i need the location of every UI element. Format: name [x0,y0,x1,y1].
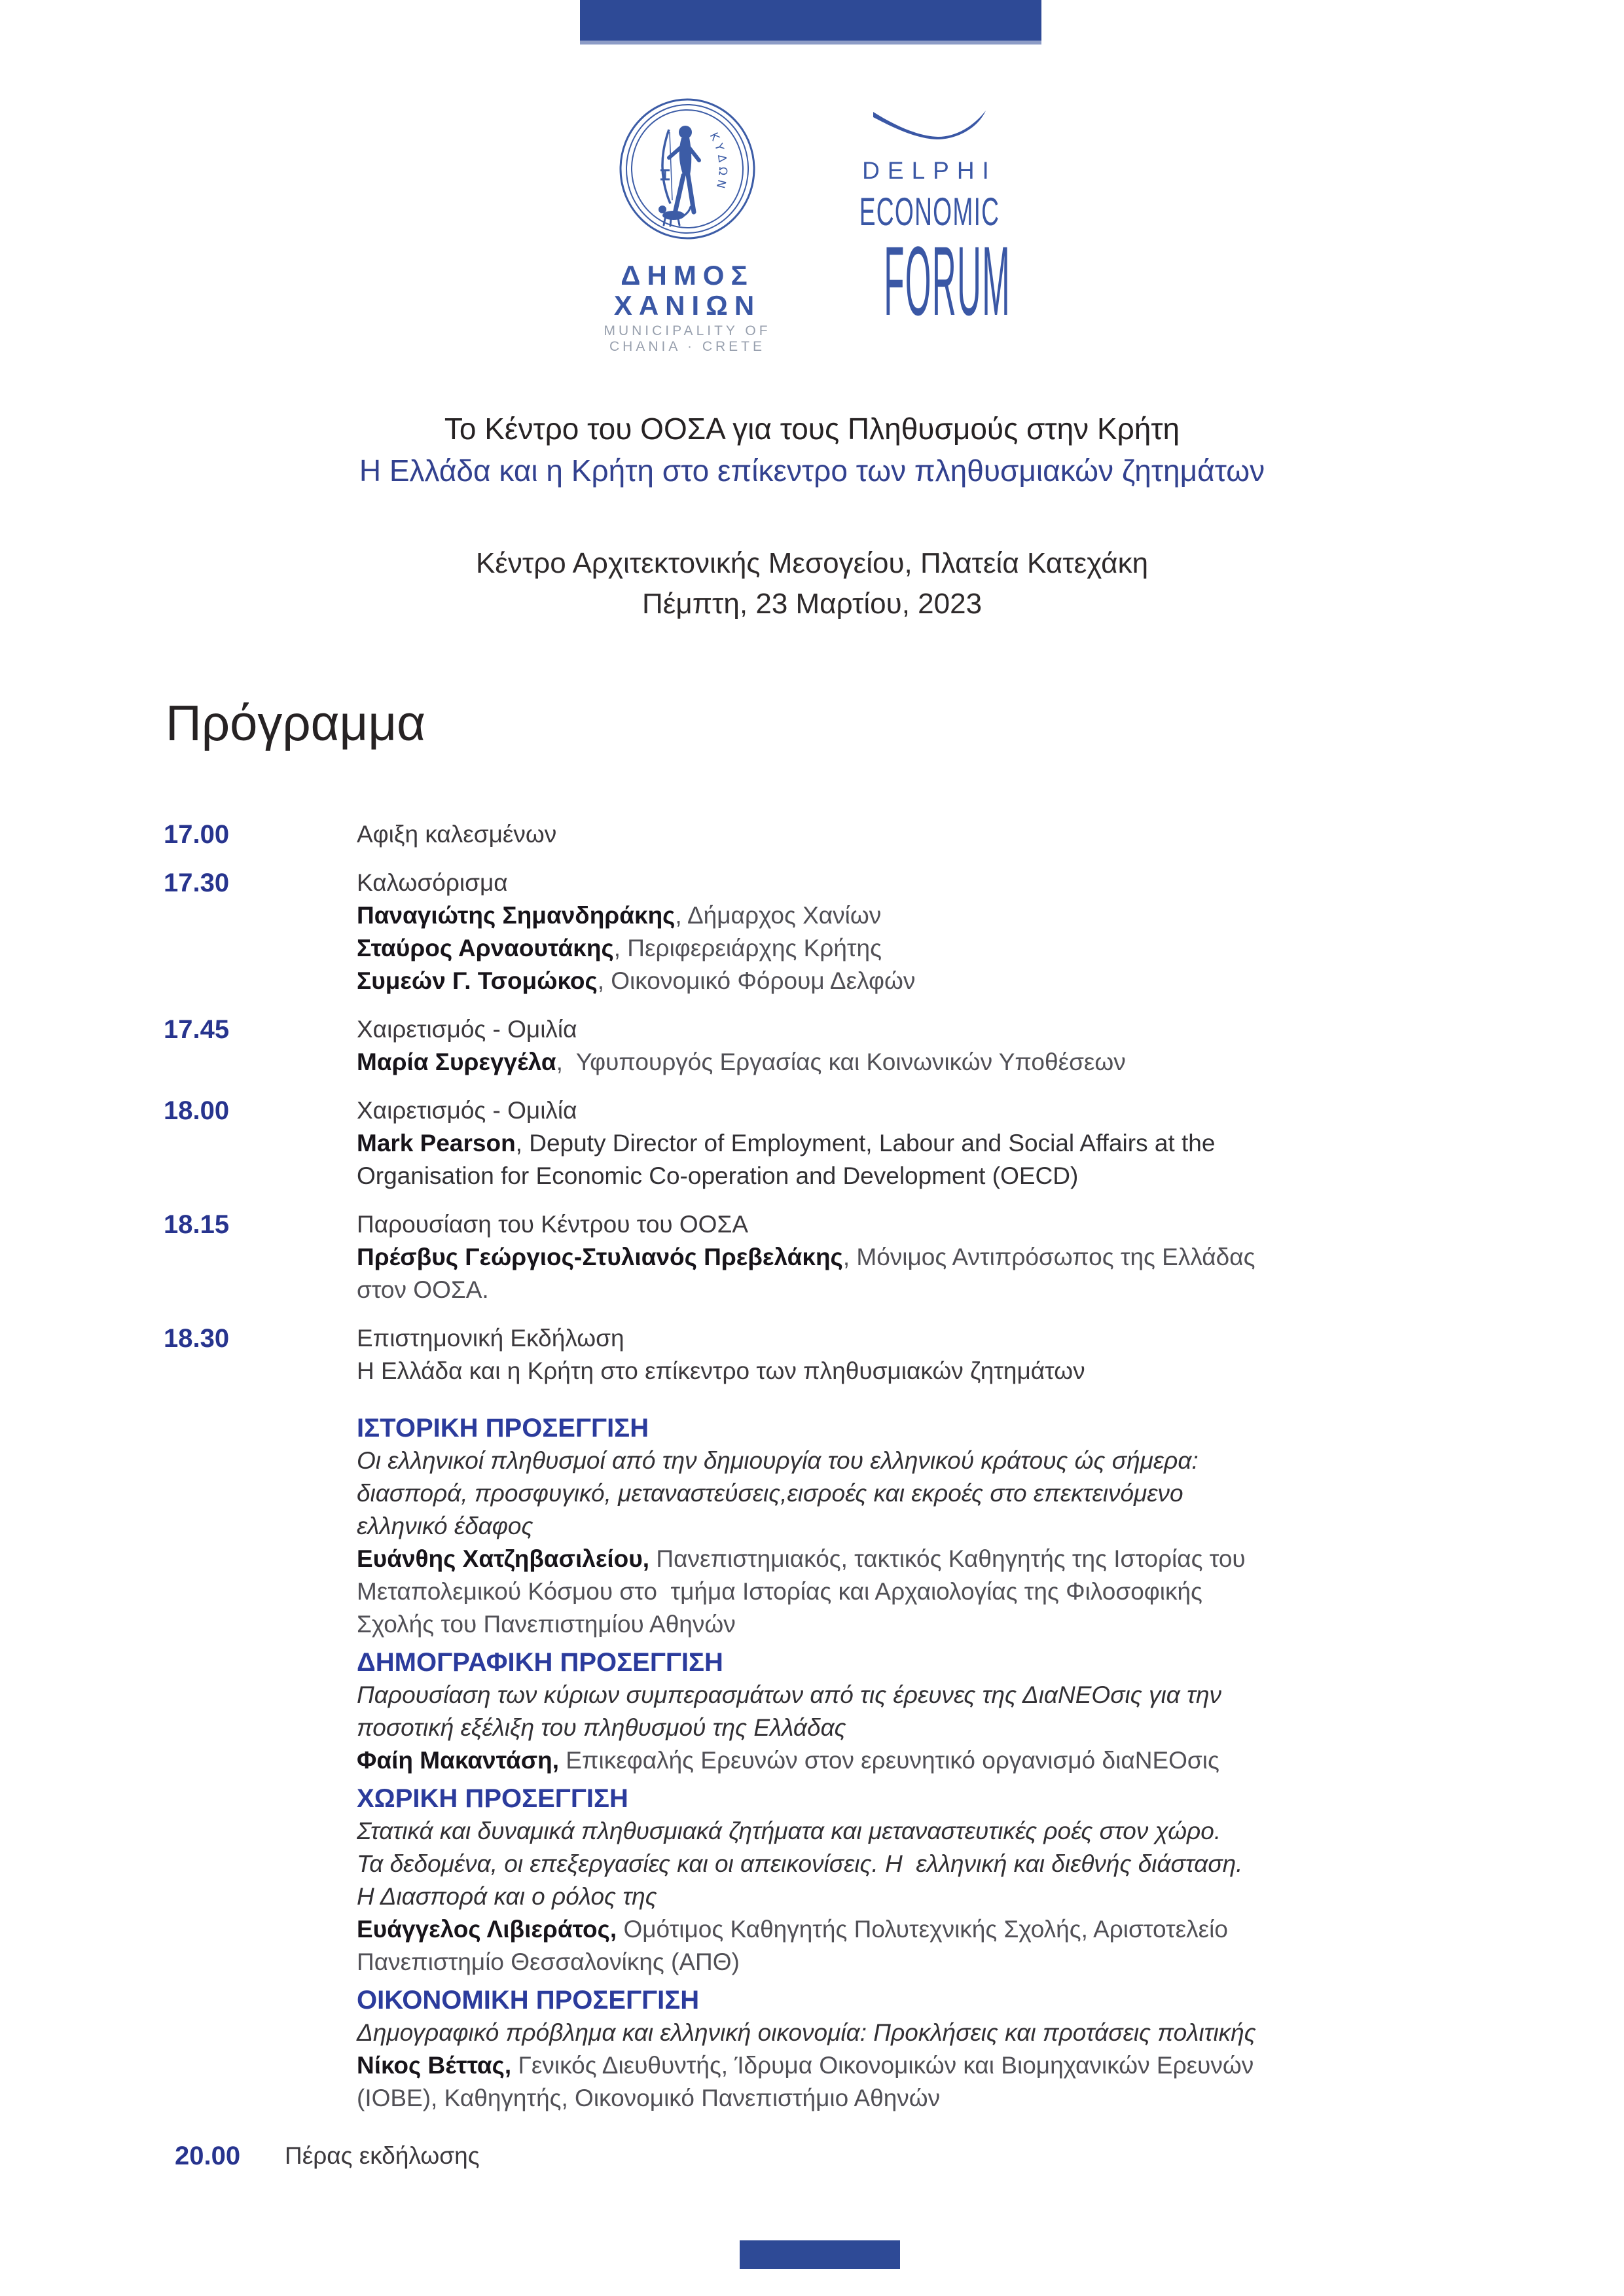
schedule-item [164,1208,1552,1306]
speaker-line [357,1543,1552,1575]
schedule-line: Χαιρετισμός - Ομιλία [357,1097,577,1124]
speaker-role: Επικεφαλής Ερευνών στον ερευνητικό οργανισμό διαΝΕΟσις [559,1747,1219,1774]
speaker-role: , Οικονομικό Φόρουμ Δελφών [597,967,916,994]
delphi-swoosh-icon [871,108,988,139]
schedule-time: 18.30 [164,1324,230,1353]
chania-seal-figure [659,126,699,226]
schedule-item-body [357,867,1552,997]
speaker-role: , Μόνιμος Αντιπρόσωπος της Ελλάδας [842,1244,1255,1270]
event-title-line2: Η Ελλάδα και η Κρήτη στο επίκεντρο των πληθυσμιακών ζητημάτων [359,454,1265,488]
speaker-role: , Περιφερειάρχης Κρήτης [613,935,882,961]
speaker-role: Γενικός Διευθυντής, Ίδρυμα Οικονομικών και Βιομηχανικών Ερευνών [511,2052,1254,2079]
event-title-line1: Το Κέντρο του ΟΟΣΑ για τους Πληθυσμούς στην Κρήτη [444,412,1180,446]
schedule-time [164,1407,357,1641]
schedule-line: ελληνικό έδαφος [357,1513,533,1539]
speaker-line [357,1046,1552,1079]
schedule-item [164,818,1552,851]
schedule-time: 18.00 [164,1096,230,1125]
schedule-line: Η Διασπορά και ο ρόλος της [357,1883,657,1910]
chania-seal-icon [617,97,758,241]
schedule-item-body [357,1322,1552,1388]
speaker-line [357,932,1552,965]
speaker-line [357,1913,1552,1946]
schedule-item-body [285,2140,1552,2172]
schedule-item-body [357,1777,1552,1979]
speaker-name: Φαίη Μακαντάση, [357,1747,559,1774]
speaker-name: Νίκος Βέττας, [357,2052,512,2079]
schedule-item-body [357,1979,1552,2115]
schedule-line: Πέρας εκδήλωσης [285,2142,480,2169]
bottom-accent-bar [740,2240,900,2269]
schedule-item-body [357,1094,1552,1193]
event-venue: Κέντρο Αρχιτεκτονικής Μεσογείου, Πλατεία Κατεχάκη [475,547,1149,579]
speaker-line [357,899,1552,932]
chania-logo-subtitle-line1: MUNICIPALITY OF [604,323,771,338]
speaker-role: , Υφυπουργός Εργασίας και Κοινωνικών Υποθέσεων [556,1049,1126,1075]
schedule-line: Σχολής του Πανεπιστημίου Αθηνών [357,1611,736,1638]
schedule-line: Στατικά και δυναμικά πληθυσμιακά ζητήματα και μεταναστευτικές ροές στον χώρο. [357,1818,1221,1844]
schedule-item [164,867,1552,997]
speaker-role: , Δήμαρχος Χανίων [675,902,882,929]
schedule-item [164,1777,1552,1979]
schedule-item-body [357,1641,1552,1777]
schedule [164,818,1552,2172]
chania-seal-text: ΚΥΔΩΝ [706,130,729,194]
schedule-time: 17.30 [164,869,230,897]
schedule-line: (ΙΟΒΕ), Καθηγητής, Οικονομικό Πανεπιστήμιο Αθηνών [357,2085,941,2111]
delphi-logo-line1: DELPHI [862,157,997,184]
schedule-time: 20.00 [175,2142,241,2170]
schedule-time: 17.00 [164,820,230,849]
speaker-role: Ομότιμος Καθηγητής Πολυτεχνικής Σχολής, Αριστοτελείο [617,1916,1228,1943]
event-date: Πέμπτη, 23 Μαρτίου, 2023 [641,588,983,620]
chania-logo-title-line2: ΧΑΝΙΩΝ [613,290,761,321]
schedule-line: Αφιξη καλεσμένων [357,821,557,848]
speaker-line [357,2049,1552,2082]
speaker-name: Σταύρος Αρναουτάκης [357,935,614,961]
speaker-name: Συμεών Γ. Τσομώκος [357,967,598,994]
schedule-line: διασπορά, προσφυγικό, μεταναστεύσεις,εισροές και εκροές στο επεκτεινόμενο [357,1480,1183,1507]
session-heading: ΟΙΚΟΝΟΜΙΚΗ ΠΡΟΣΕΓΓΙΣΗ [357,1986,700,2015]
schedule-item [164,1407,1552,1641]
schedule-line: Χαιρετισμός - Ομιλία [357,1016,577,1043]
schedule-time [164,1777,357,1979]
speaker-name: Πρέσβυς Γεώργιος-Στυλιανός Πρεβελάκης [357,1244,843,1270]
schedule-line: Η Ελλάδα και η Κρήτη στο επίκεντρο των πληθυσμιακών ζητημάτων [357,1357,1085,1384]
schedule-line: στον ΟΟΣΑ. [357,1276,489,1303]
schedule-line: Δημογραφικό πρόβλημα και ελληνική οικονομία: Προκλήσεις και προτάσεις πολιτικής [357,2019,1256,2046]
speaker-name: Ευάνθης Χατζηβασιλείου, [357,1545,650,1572]
speaker-name: Παναγιώτης Σημανδηράκης [357,902,676,929]
chania-logo-title-line1: ΔΗΜΟΣ [621,260,754,291]
schedule-time [164,1979,357,2115]
schedule-line: ποσοτική εξέλιξη του πληθυσμού της Ελλάδας [357,1714,846,1741]
schedule-line: Επιστημονική Εκδήλωση [357,1325,624,1352]
session-heading: ΔΗΜΟΓΡΑΦΙΚΗ ΠΡΟΣΕΓΓΙΣΗ [357,1648,723,1677]
chania-logo-subtitle-line2: CHANIA · CRETE [609,339,766,354]
delphi-logo-line3: FORUM [884,226,1011,336]
schedule-item-body [357,1013,1552,1079]
speaker-name: Ευάγγελος Λιβιεράτος, [357,1916,617,1943]
speaker-role: Πανεπιστημιακός, τακτικός Καθηγητής της Ιστορίας του [649,1545,1246,1572]
schedule-line: Organisation for Economic Co-operation and Development (OECD) [357,1162,1079,1189]
speaker-line [357,965,1552,997]
schedule-line: Παρουσίαση του Κέντρου του ΟΟΣΑ [357,1211,749,1238]
schedule-time: 17.45 [164,1015,230,1044]
speaker-name: Μαρία Συρεγγέλα [357,1049,556,1075]
speaker-line [357,1241,1552,1274]
schedule-item [164,1094,1552,1193]
speaker-role: , Deputy Director of Employment, Labour and Social Affairs at the [515,1130,1216,1157]
session-heading: ΙΣΤΟΡΙΚΗ ΠΡΟΣΕΓΓΙΣΗ [357,1414,649,1443]
schedule-line: Μεταπολεμικού Κόσμου στο τμήμα Ιστορίας και Αρχαιολογίας της Φιλοσοφικής [357,1578,1202,1605]
schedule-item [164,1013,1552,1079]
schedule-line: Τα δεδομένα, οι επεξεργασίες και οι απεικονίσεις. Η ελληνική και διεθνής διάσταση. [357,1850,1243,1877]
schedule-time: 18.15 [164,1210,230,1239]
delphi-logo-line2: ECONOMIC [859,190,1000,234]
schedule-item [164,1979,1552,2115]
top-accent-bar [580,0,1041,45]
schedule-line: Οι ελληνικοί πληθυσμοί από την δημιουργία του ελληνικού κράτους ώς σήμερα: [357,1447,1199,1474]
speaker-line [357,1127,1552,1160]
speaker-line [357,1744,1552,1777]
session-heading: ΧΩΡΙΚΗ ΠΡΟΣΕΓΓΙΣΗ [357,1784,628,1813]
chania-municipality-logo [592,97,782,355]
svg-text:ΚΥΔΩΝ [706,130,729,193]
schedule-item [164,1641,1552,1777]
schedule-line: Παρουσίαση των κύριων συμπερασμάτων από τις έρευνες της ΔιαΝΕΟσις για την [357,1681,1221,1708]
schedule-item-body [357,1208,1552,1306]
schedule-line: Πανεπιστημίο Θεσσαλονίκης (ΑΠΘ) [357,1948,740,1975]
program-heading: Πρόγραμμα [166,696,426,751]
schedule-time [164,1641,357,1777]
schedule-item [164,1322,1552,1388]
speaker-name: Mark Pearson [357,1130,516,1157]
schedule-line: Καλωσόρισμα [357,869,508,896]
delphi-economic-forum-logo [795,108,1064,336]
schedule-item-body [357,818,1552,851]
schedule-item [164,2140,1552,2172]
schedule-item-body [357,1407,1552,1641]
